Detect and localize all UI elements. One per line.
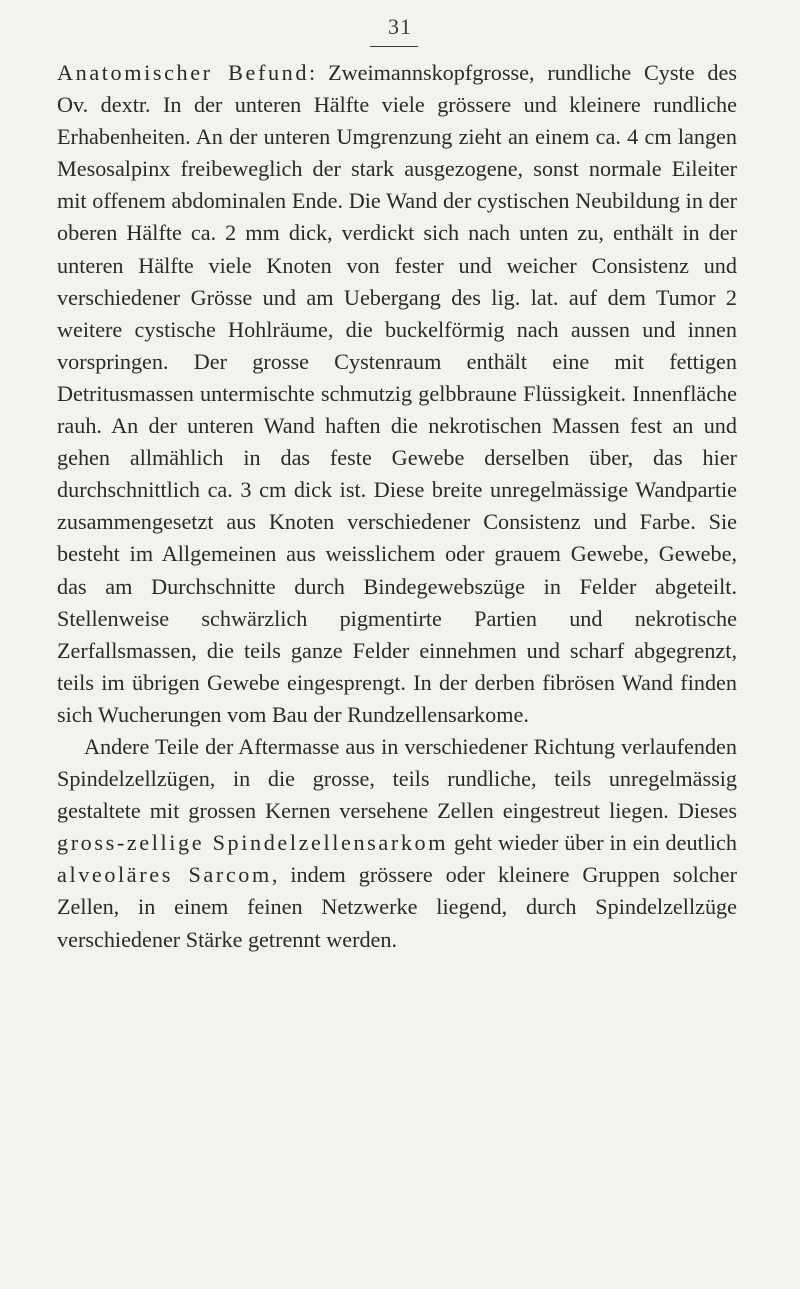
page-number: 31 (388, 14, 412, 39)
text-run: geht wieder über in ein deutlich (448, 830, 737, 856)
text-run: : Zweimannskopfgrosse, rundliche Cyste des Ov. dextr. In der unteren Hälfte viele grössere und kleinere rundliche Erhabenheiten. An der unteren Umgrenzung zieht an einem ca. 4 cm langen Mesosalpinx freibeweglich der stark ausgezogene, sonst normale Eileiter mit offenem abdominalen Ende. Die Wand der cystischen Neubildung in der oberen Hälfte ca. 2 mm dick, verdickt sich nach unten zu, enthält in der unteren Hälfte viele Knoten von fester und weicher Consistenz und verschiedener Grösse und am Uebergang des lig. lat. auf dem Tumor 2 weitere cystische Hohlräume, die buckelförmig nach aussen und innen vorspringen. Der grosse Cystenraum enthält eine mit fettigen Detritusmassen untermischte schmutzig gelbbraune Flüssigkeit. Innenfläche rauh. An der unteren Wand haften die nekrotischen Massen fest an und gehen allmählich in das feste Gewebe derselben über, das hier durchschnittlich ca. 3 cm dick ist. Diese breite unregelmässige Wandpartie zusammengesetzt aus Knoten verschiedener Consistenz und Farbe. Sie besteht im Allgemeinen aus weisslichem oder grauem Gewebe, Gewebe, das am Durchschnitte durch Bindegewebszüge in Felder abgeteilt. Stellenweise schwärzlich pigmentirte Partien und nekrotische Zerfallsmassen, die teils ganze Felder einnehmen und scharf abgegrenzt, teils im übrigen Gewebe eingesprengt. In der derben fibrösen Wand finden sich Wucherungen vom Bau der Rundzellensarkome. (57, 60, 737, 727)
heading-run: Anatomischer Befund (57, 60, 310, 85)
emphasis-run: gross-zellige Spindelzellensarkom (57, 830, 449, 856)
text-run: , indem grössere oder kleinere Gruppen solcher Zellen, in einem feinen Netzwerke liegend, durch Spindelzellzüge verschiedener Stärke getrennt werden. (57, 862, 737, 952)
emphasis-run: alveoläres Sarcom (57, 862, 272, 888)
page-number-rule (370, 46, 418, 47)
paragraph-other-parts (57, 731, 737, 956)
text-run: Andere Teile der Aftermasse aus in verschiedener Richtung verlaufenden Spindelzellzügen, in die grosse, teils rundliche, teils unregelmässig gestaltete mit grossen Kernen versehene Zellen eingestreut liegen. Dieses (57, 733, 737, 824)
paragraph-anatomical-findings (57, 57, 737, 731)
body-text (57, 57, 737, 956)
